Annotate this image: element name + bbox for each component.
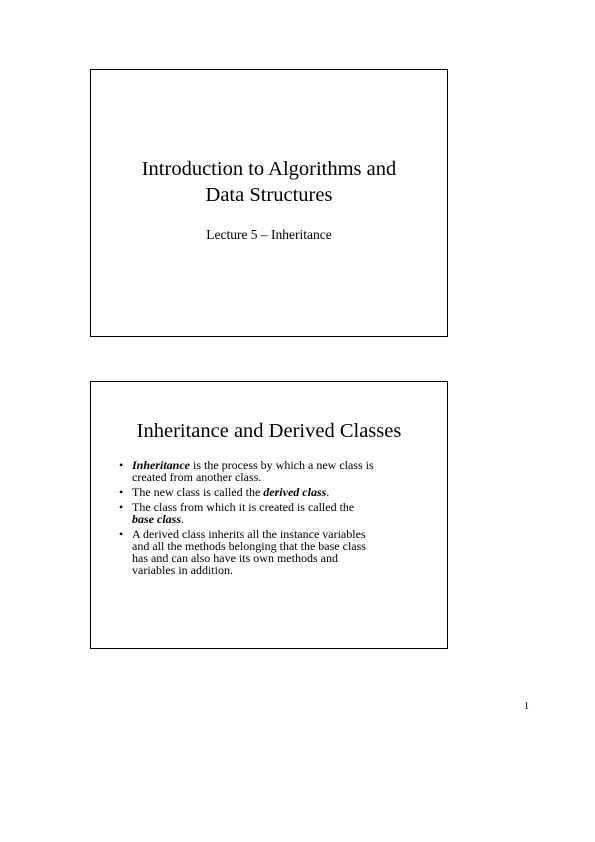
term-inheritance: Inheritance bbox=[132, 458, 191, 472]
slide-1-subtitle: Lecture 5 – Inheritance bbox=[206, 227, 332, 242]
bullet-icon: • bbox=[119, 458, 124, 472]
term-base-class: base class bbox=[132, 512, 181, 527]
bullet-3-text-a: The class from which it is created is called the bbox=[132, 500, 355, 515]
page-number: 1 bbox=[524, 701, 529, 712]
bullet-icon: • bbox=[119, 527, 124, 542]
bullet-2-text-b: . bbox=[326, 485, 330, 500]
bullet-item-3 bbox=[118, 502, 428, 526]
slide-2-title: Inheritance and Derived Classes bbox=[136, 420, 402, 442]
slide-1 bbox=[90, 69, 448, 337]
bullet-icon: • bbox=[119, 485, 124, 500]
slide-1-title bbox=[91, 156, 447, 208]
bullet-1-text-a: is the process by which a new class is bbox=[190, 458, 374, 472]
bullet-list bbox=[118, 460, 428, 580]
bullet-item-4 bbox=[118, 529, 428, 576]
bullet-4-line-3: has and can also have its own methods and bbox=[132, 551, 338, 566]
bullet-item-2 bbox=[118, 487, 428, 499]
bullet-4-line-1: A derived class inherits all the instance variables bbox=[132, 527, 366, 542]
slide-2 bbox=[90, 381, 448, 649]
term-derived-class: derived class bbox=[263, 485, 327, 500]
slide-1-title-line-2: Data Structures bbox=[205, 184, 333, 206]
bullet-2-text-a: The new class is called the bbox=[132, 485, 264, 500]
bullet-icon: • bbox=[119, 500, 124, 515]
slide-1-title-line-1: Introduction to Algorithms and bbox=[141, 158, 397, 180]
bullet-1-text-b: created from another class. bbox=[132, 469, 262, 484]
bullet-3-text-b: . bbox=[181, 512, 184, 527]
bullet-item-1 bbox=[118, 460, 428, 484]
bullet-4-line-4: variables in addition. bbox=[132, 562, 233, 577]
bullet-4-line-2: and all the methods belonging that the base class bbox=[132, 539, 366, 554]
